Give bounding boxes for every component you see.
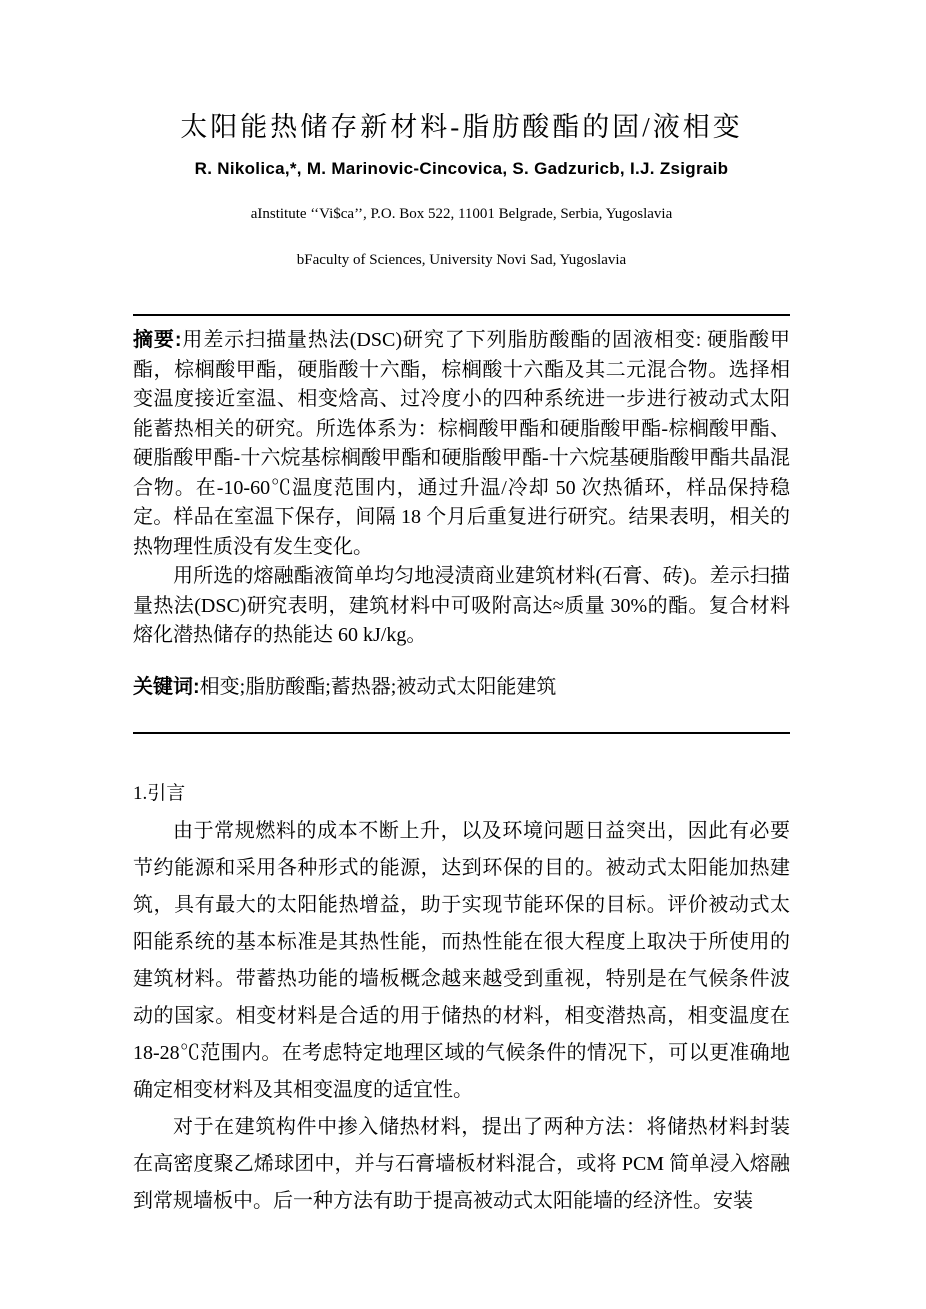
keywords-text: 相变;脂肪酸酯;蓄热器;被动式太阳能建筑 — [199, 675, 557, 698]
section-heading-introduction: 1.引言 — [133, 783, 186, 805]
abstract-paragraph-1-text: 用差示扫描量热法(DSC)研究了下列脂肪酸酯的固液相变: 硬脂酸甲酯，棕榈酸甲酯，硬脂酸十六酯，棕榈酸十六酯及其二元混合物。选择相变温度接近室温、相变焓高、过冷度小的四种系统进一步进行被动式太阳能蓄热相关的研究。所选体系为：棕榈酸甲酯和硬脂酸甲酯-棕榈酸甲酯、硬脂酸甲酯-十六烷基棕榈酸甲酯和硬脂酸甲酯-十六烷基硬脂酸甲酯共晶混合物。在-10-60℃温度范围内，通过升温/冷却 50 次热循环，样品保持稳定。样品在室温下保存，间隔 18 个月后重复进行研究。结果表明，相关的热物理性质没有发生变化。 — [133, 329, 790, 558]
abstract-bottom-divider — [133, 732, 790, 734]
keywords-label: 关键词: — [133, 675, 200, 698]
abstract-label: 摘要: — [133, 329, 182, 352]
abstract-paragraph-1 — [133, 326, 790, 562]
abstract-paragraph-2: 用所选的熔融酯液简单均匀地浸渍商业建筑材料(石膏、砖)。差示扫描量热法(DSC)研究表明，建筑材料中可吸附高达≈质量 30%的酯。复合材料熔化潜热储存的热能达 60 kJ/kg。 — [133, 565, 790, 647]
page-title: 太阳能热储存新材料-脂肪酸酯的固/液相变 — [180, 112, 743, 142]
document-content — [133, 110, 790, 1220]
keywords-line — [133, 673, 790, 703]
abstract-top-divider — [133, 314, 790, 316]
introduction-paragraph-2: 对于在建筑构件中掺入储热材料，提出了两种方法：将储热材料封装在高密度聚乙烯球团中，并与石膏墙板材料混合，或将 PCM 简单浸入熔融到常规墙板中。后一种方法有助于提高被动式太阳能墙的经济性。安装 — [133, 1116, 790, 1213]
introduction-paragraph-1: 由于常规燃料的成本不断上升，以及环境问题日益突出，因此有必要节约能源和采用各种形式的能源，达到环保的目的。被动式太阳能加热建筑，具有最大的太阳能热增益，助于实现节能环保的目标。评价被动式太阳能系统的基本标准是其热性能，而热性能在很大程度上取决于所使用的建筑材料。带蓄热功能的墙板概念越来越受到重视，特别是在气候条件波动的国家。相变材料是合适的用于储热的材料，相变潜热高，相变温度在18-28℃范围内。在考虑特定地理区域的气候条件的情况下，可以更准确地确定相变材料及其相变温度的适宜性。 — [133, 820, 790, 1102]
affiliation-a: aInstitute ‘‘Vi$ca’’, P.O. Box 522, 11001 Belgrade, Serbia, Yugoslavia — [250, 206, 673, 223]
affiliation-b: bFaculty of Sciences, University Novi Sad, Yugoslavia — [296, 252, 627, 269]
authors-line: R. Nikolica,*, M. Marinovic-Cincovica, S. Gadzuricb, I.J. Zsigraib — [194, 159, 729, 179]
